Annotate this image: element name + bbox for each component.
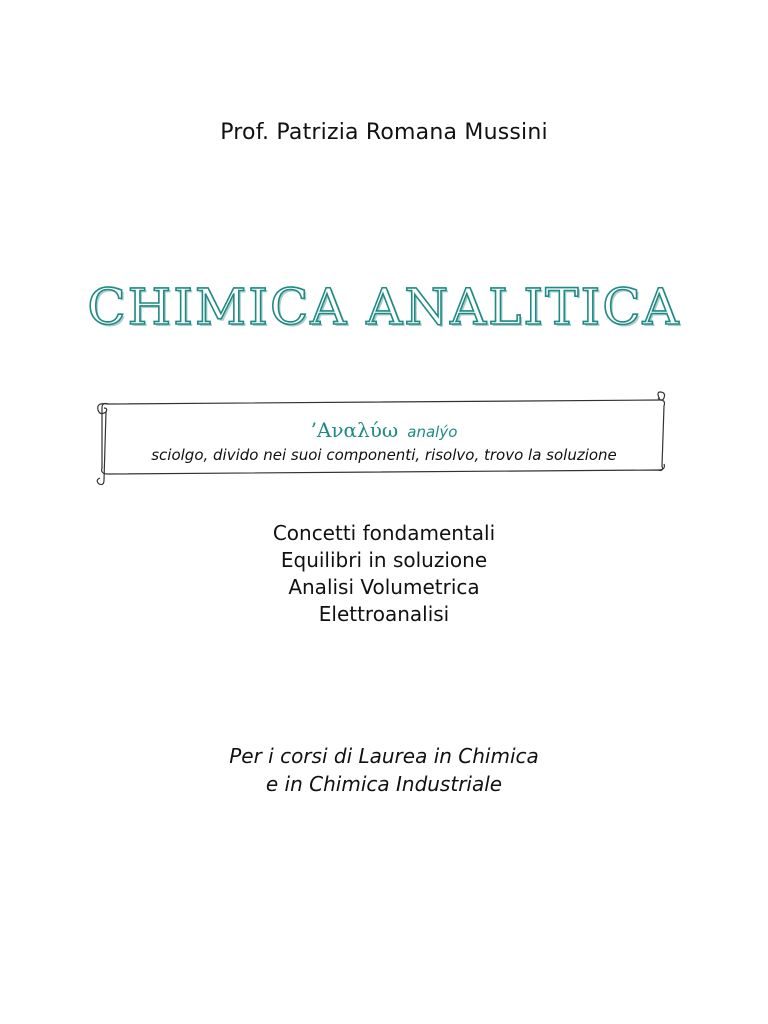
greek-word: ’Αναλύω [310,418,399,442]
topic-item: Elettroanalisi [318,602,450,626]
transliteration: analýo [407,423,458,441]
greek-heading [0,418,768,442]
document-title: CHIMICA ANALITICA [87,278,681,336]
course-line: e in Chimica Industriale [265,772,503,796]
topic-item: Concetti fondamentali [272,521,496,545]
courses-note [0,742,768,798]
course-line: Per i corsi di Laurea in Chimica [229,744,539,768]
topic-item: Analisi Volumetrica [288,575,480,599]
author-name: Prof. Patrizia Romana Mussini [220,120,548,145]
topic-item: Equilibri in soluzione [280,548,488,572]
definition-text: sciolgo, divido nei suoi componenti, risolvo, trovo la soluzione [151,446,617,464]
topics-list [0,520,768,628]
